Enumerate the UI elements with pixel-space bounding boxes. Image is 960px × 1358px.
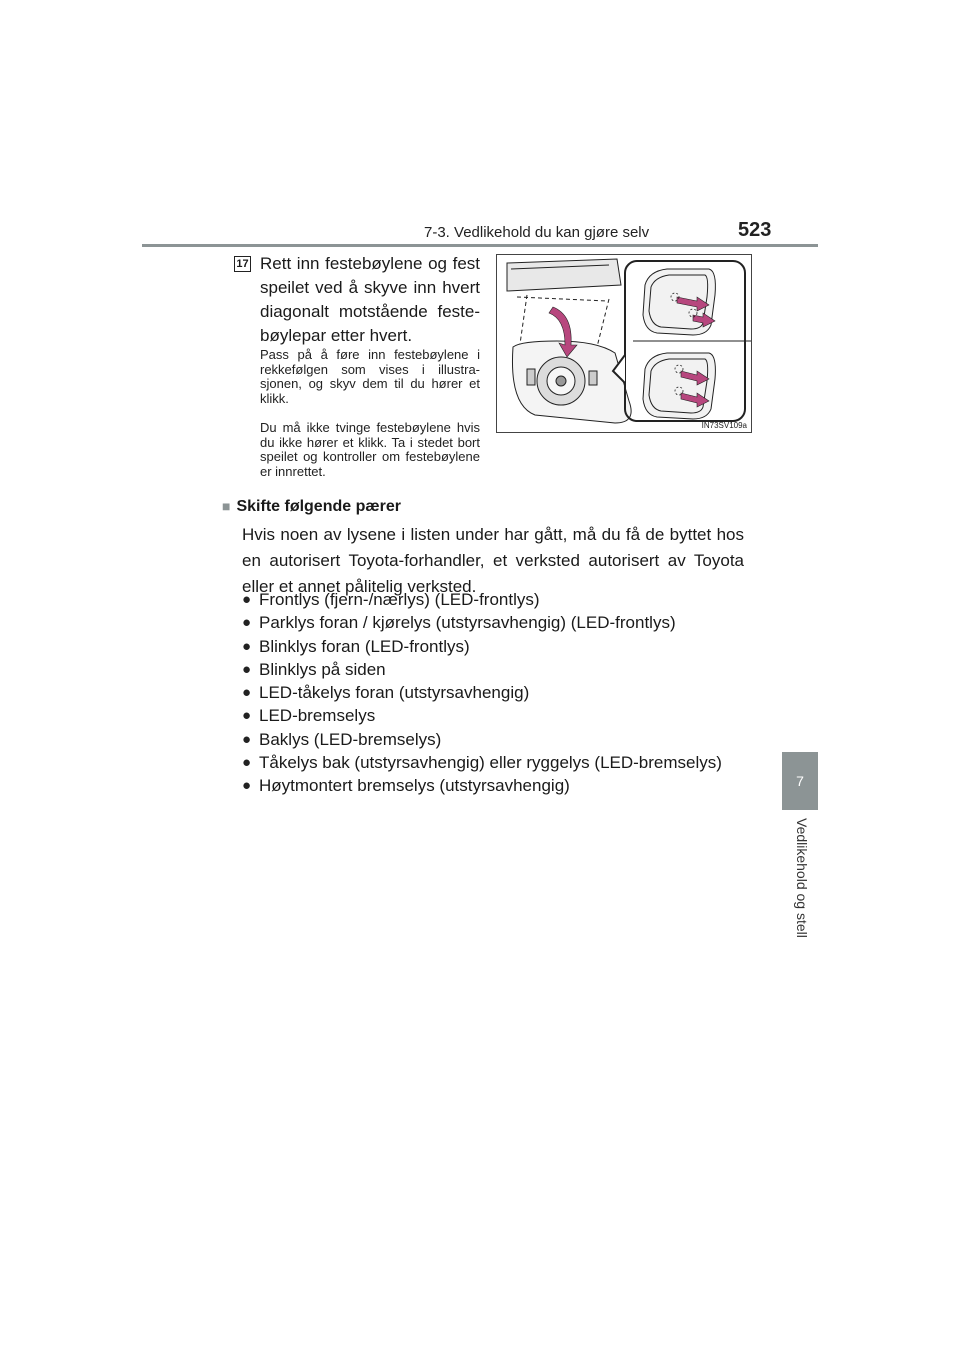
- list-item: ● LED-bremselys: [242, 704, 752, 727]
- list-item: ● Blinklys på siden: [242, 658, 752, 681]
- bullet-icon: ●: [242, 637, 252, 655]
- section-title: Skifte følgende pærer: [236, 498, 401, 515]
- mirror-installation-illustration: [496, 254, 752, 433]
- list-item: ● Tåkelys bak (utstyrsavhengig) eller ryggelys (LED-bremselys): [242, 751, 752, 774]
- bullet-icon: ●: [242, 730, 252, 748]
- bullet-icon: ●: [242, 660, 252, 678]
- section-intro: Hvis noen av lysene i listen under har gått, må du få de byttet hos en autorisert Toyota-forhandler, et verksted autorisert av Toyota eller et annet pålitelig verksted.: [242, 525, 744, 596]
- step-number: 17: [234, 256, 251, 272]
- bullet-icon: ●: [242, 777, 252, 795]
- bullet-icon: ●: [242, 684, 252, 702]
- list-item: ● Parklys foran / kjørelys (utstyrsavhengig) (LED-frontlys): [242, 611, 752, 634]
- list-item: ● Baklys (LED-bremselys): [242, 728, 752, 751]
- chapter-number: 7: [796, 773, 804, 789]
- list-item: ● Frontlys (fjern-/nærlys) (LED-frontlys): [242, 588, 752, 611]
- section-square-icon: ■: [222, 498, 231, 514]
- list-item: ● Blinklys foran (LED-frontlys): [242, 635, 752, 658]
- chapter-tab: [782, 752, 818, 810]
- step-note-caution: Du må ikke tvinge festebøylene hvis du ikke hører et klikk. Ta i stedet bort speilet og kontroller om festebøylene er innrettet.: [260, 420, 480, 479]
- bullet-icon: ●: [242, 591, 252, 608]
- section-heading: [222, 498, 401, 516]
- bullet-icon: ●: [242, 614, 252, 632]
- chapter-title: Vedlikehold og stell: [794, 818, 810, 938]
- page-number: 523: [738, 219, 772, 241]
- list-item: ● LED-tåkelys foran (utstyrsavhengig): [242, 681, 752, 704]
- bullet-icon: ●: [242, 707, 252, 725]
- bulb-list: [242, 588, 752, 798]
- running-header-section: 7-3. Vedlikehold du kan gjøre selv: [424, 224, 650, 241]
- step-note-sequence: Pass på å føre inn festebøylene i rekkefølgen som vises i illustra-sjonen, og skyv dem til du hører et klikk.: [260, 347, 480, 406]
- step-instruction: Rett inn festebøylene og fest speilet ved å skyve inn hvert diagonalt motstående feste-bøylepar etter hvert.: [260, 254, 480, 345]
- bullet-icon: ●: [242, 754, 252, 772]
- mirror-illustration-drawing: [497, 255, 751, 432]
- figure-code: IN73SV109a: [701, 421, 747, 430]
- header-rule: [142, 244, 818, 247]
- list-item: ● Høytmontert bremselys (utstyrsavhengig): [242, 774, 752, 797]
